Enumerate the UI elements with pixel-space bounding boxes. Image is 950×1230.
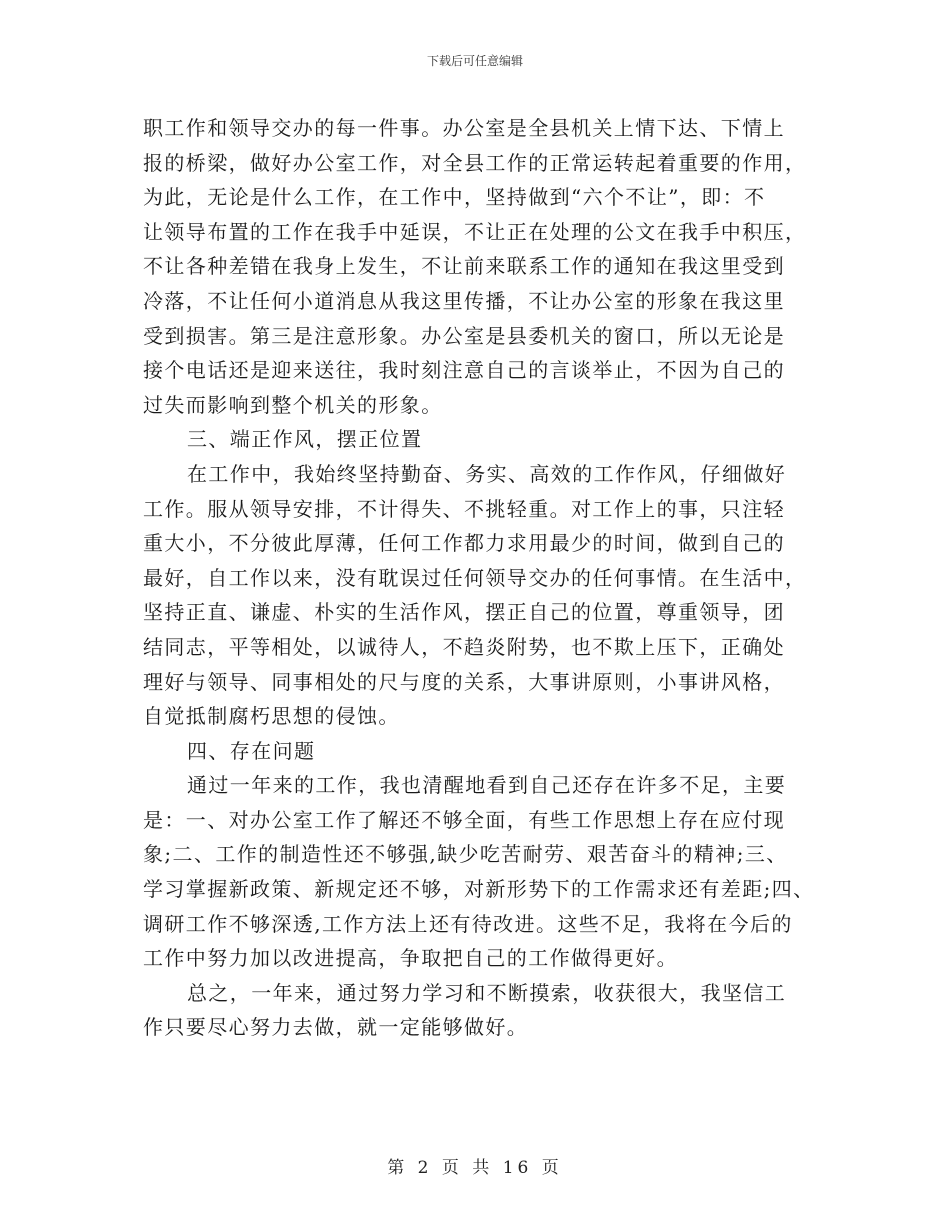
text-line: 受到损害。第三是注意形象。办公室是县委机关的窗口，所以无论是 bbox=[143, 323, 785, 348]
text-line: 最好，自工作以来，没有耽误过任何领导交办的任何事情。在生活中， bbox=[143, 565, 807, 590]
text-line: 作只要尽心努力去做，就一定能够做好。 bbox=[143, 1015, 529, 1040]
text-line: 总之，一年来，通过努力学习和不断摸索，收获很大，我坚信工 bbox=[187, 980, 787, 1005]
text-line: 让领导布置的工作在我手中延误，不让正在处理的公文在我手中积压， bbox=[143, 219, 807, 244]
text-line: 重大小，不分彼此厚薄，任何工作都力求用最少的时间，做到自己的 bbox=[143, 531, 785, 556]
text-line: 结同志，平等相处，以诚待人，不趋炎附势，也不欺上压下，正确处 bbox=[143, 634, 785, 659]
text-line: 是：一、对办公室工作了解还不够全面，有些工作思想上存在应付现 bbox=[143, 807, 785, 832]
text-line: 学习掌握新政策、新规定还不够，对新形势下的工作需求还有差距;四、 bbox=[143, 877, 815, 902]
text-line: 通过一年来的工作，我也清醒地看到自己还存在许多不足，主要 bbox=[187, 773, 787, 798]
text-line: 调研工作不够深透,工作方法上还有待改进。这些不足，我将在今后的 bbox=[143, 911, 793, 936]
text-line: 冷落，不让任何小道消息从我这里传播，不让办公室的形象在我这里 bbox=[143, 288, 785, 313]
document-body bbox=[143, 111, 823, 1045]
text-line: 自觉抵制腐朽思想的侵蚀。 bbox=[143, 704, 400, 729]
text-line: 工作。服从领导安排，不计得失、不挑轻重。对工作上的事，只注轻 bbox=[143, 496, 785, 521]
text-line: 报的桥梁，做好办公室工作，对全县工作的正常运转起着重要的作用， bbox=[143, 150, 807, 175]
page-header: 下载后可任意编辑 bbox=[426, 54, 523, 68]
section-heading: 三、端正作风，摆正位置 bbox=[187, 427, 423, 452]
text-line: 不让各种差错在我身上发生，不让前来联系工作的通知在我这里受到 bbox=[143, 254, 785, 279]
text-line: 为此，无论是什么工作，在工作中，坚持做到“六个不让”，即：不 bbox=[143, 185, 766, 210]
text-line: 在工作中，我始终坚持勤奋、务实、高效的工作作风，仔细做好 bbox=[187, 461, 787, 486]
page-number: 第 2 页 共 16 页 bbox=[387, 1158, 563, 1178]
text-line: 象;二、工作的制造性还不够强,缺少吃苦耐劳、艰苦奋斗的精神;三、 bbox=[143, 842, 788, 867]
text-line: 接个电话还是迎来送往，我时刻注意自己的言谈举止，不因为自己的 bbox=[143, 358, 785, 383]
text-line: 职工作和领导交办的每一件事。办公室是全县机关上情下达、下情上 bbox=[143, 116, 785, 140]
section-heading: 四、存在问题 bbox=[187, 738, 316, 763]
text-line: 过失而影响到整个机关的形象。 bbox=[143, 392, 443, 417]
text-line: 工作中努力加以改进提高，争取把自己的工作做得更好。 bbox=[143, 946, 678, 971]
text-line: 坚持正直、谦虚、朴实的生活作风，摆正自己的位置，尊重领导，团 bbox=[143, 600, 785, 625]
text-line: 理好与领导、同事相处的尺与度的关系，大事讲原则，小事讲风格， bbox=[143, 669, 785, 694]
